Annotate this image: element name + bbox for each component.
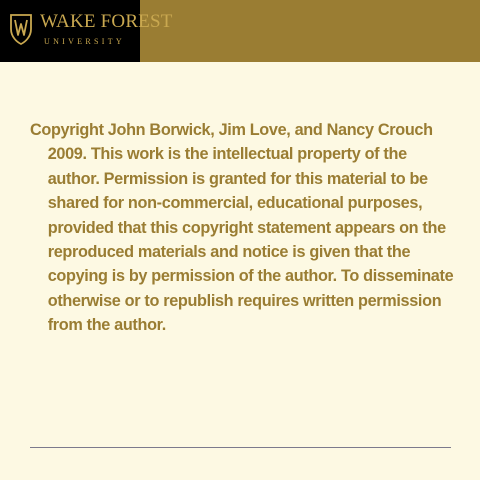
university-logo [0, 0, 173, 62]
copyright-notice: Copyright John Borwick, Jim Love, and Nancy Crouch 2009. This work is the intellectual property of the author. Permission is granted for this material to be shared for non-commercial, educational purposes, provided that this copyright statement appears on the reproduced materials and notice is given that the copying is by permission of the author. To disseminate otherwise or to republish requires written permission from the author. [30, 121, 454, 335]
shield-icon [9, 13, 33, 46]
footer-divider [30, 447, 451, 448]
logo-wordmark: WAKE FOREST [40, 11, 173, 32]
logo-subtitle: UNIVERSITY [44, 37, 125, 46]
header-bar [0, 0, 480, 62]
